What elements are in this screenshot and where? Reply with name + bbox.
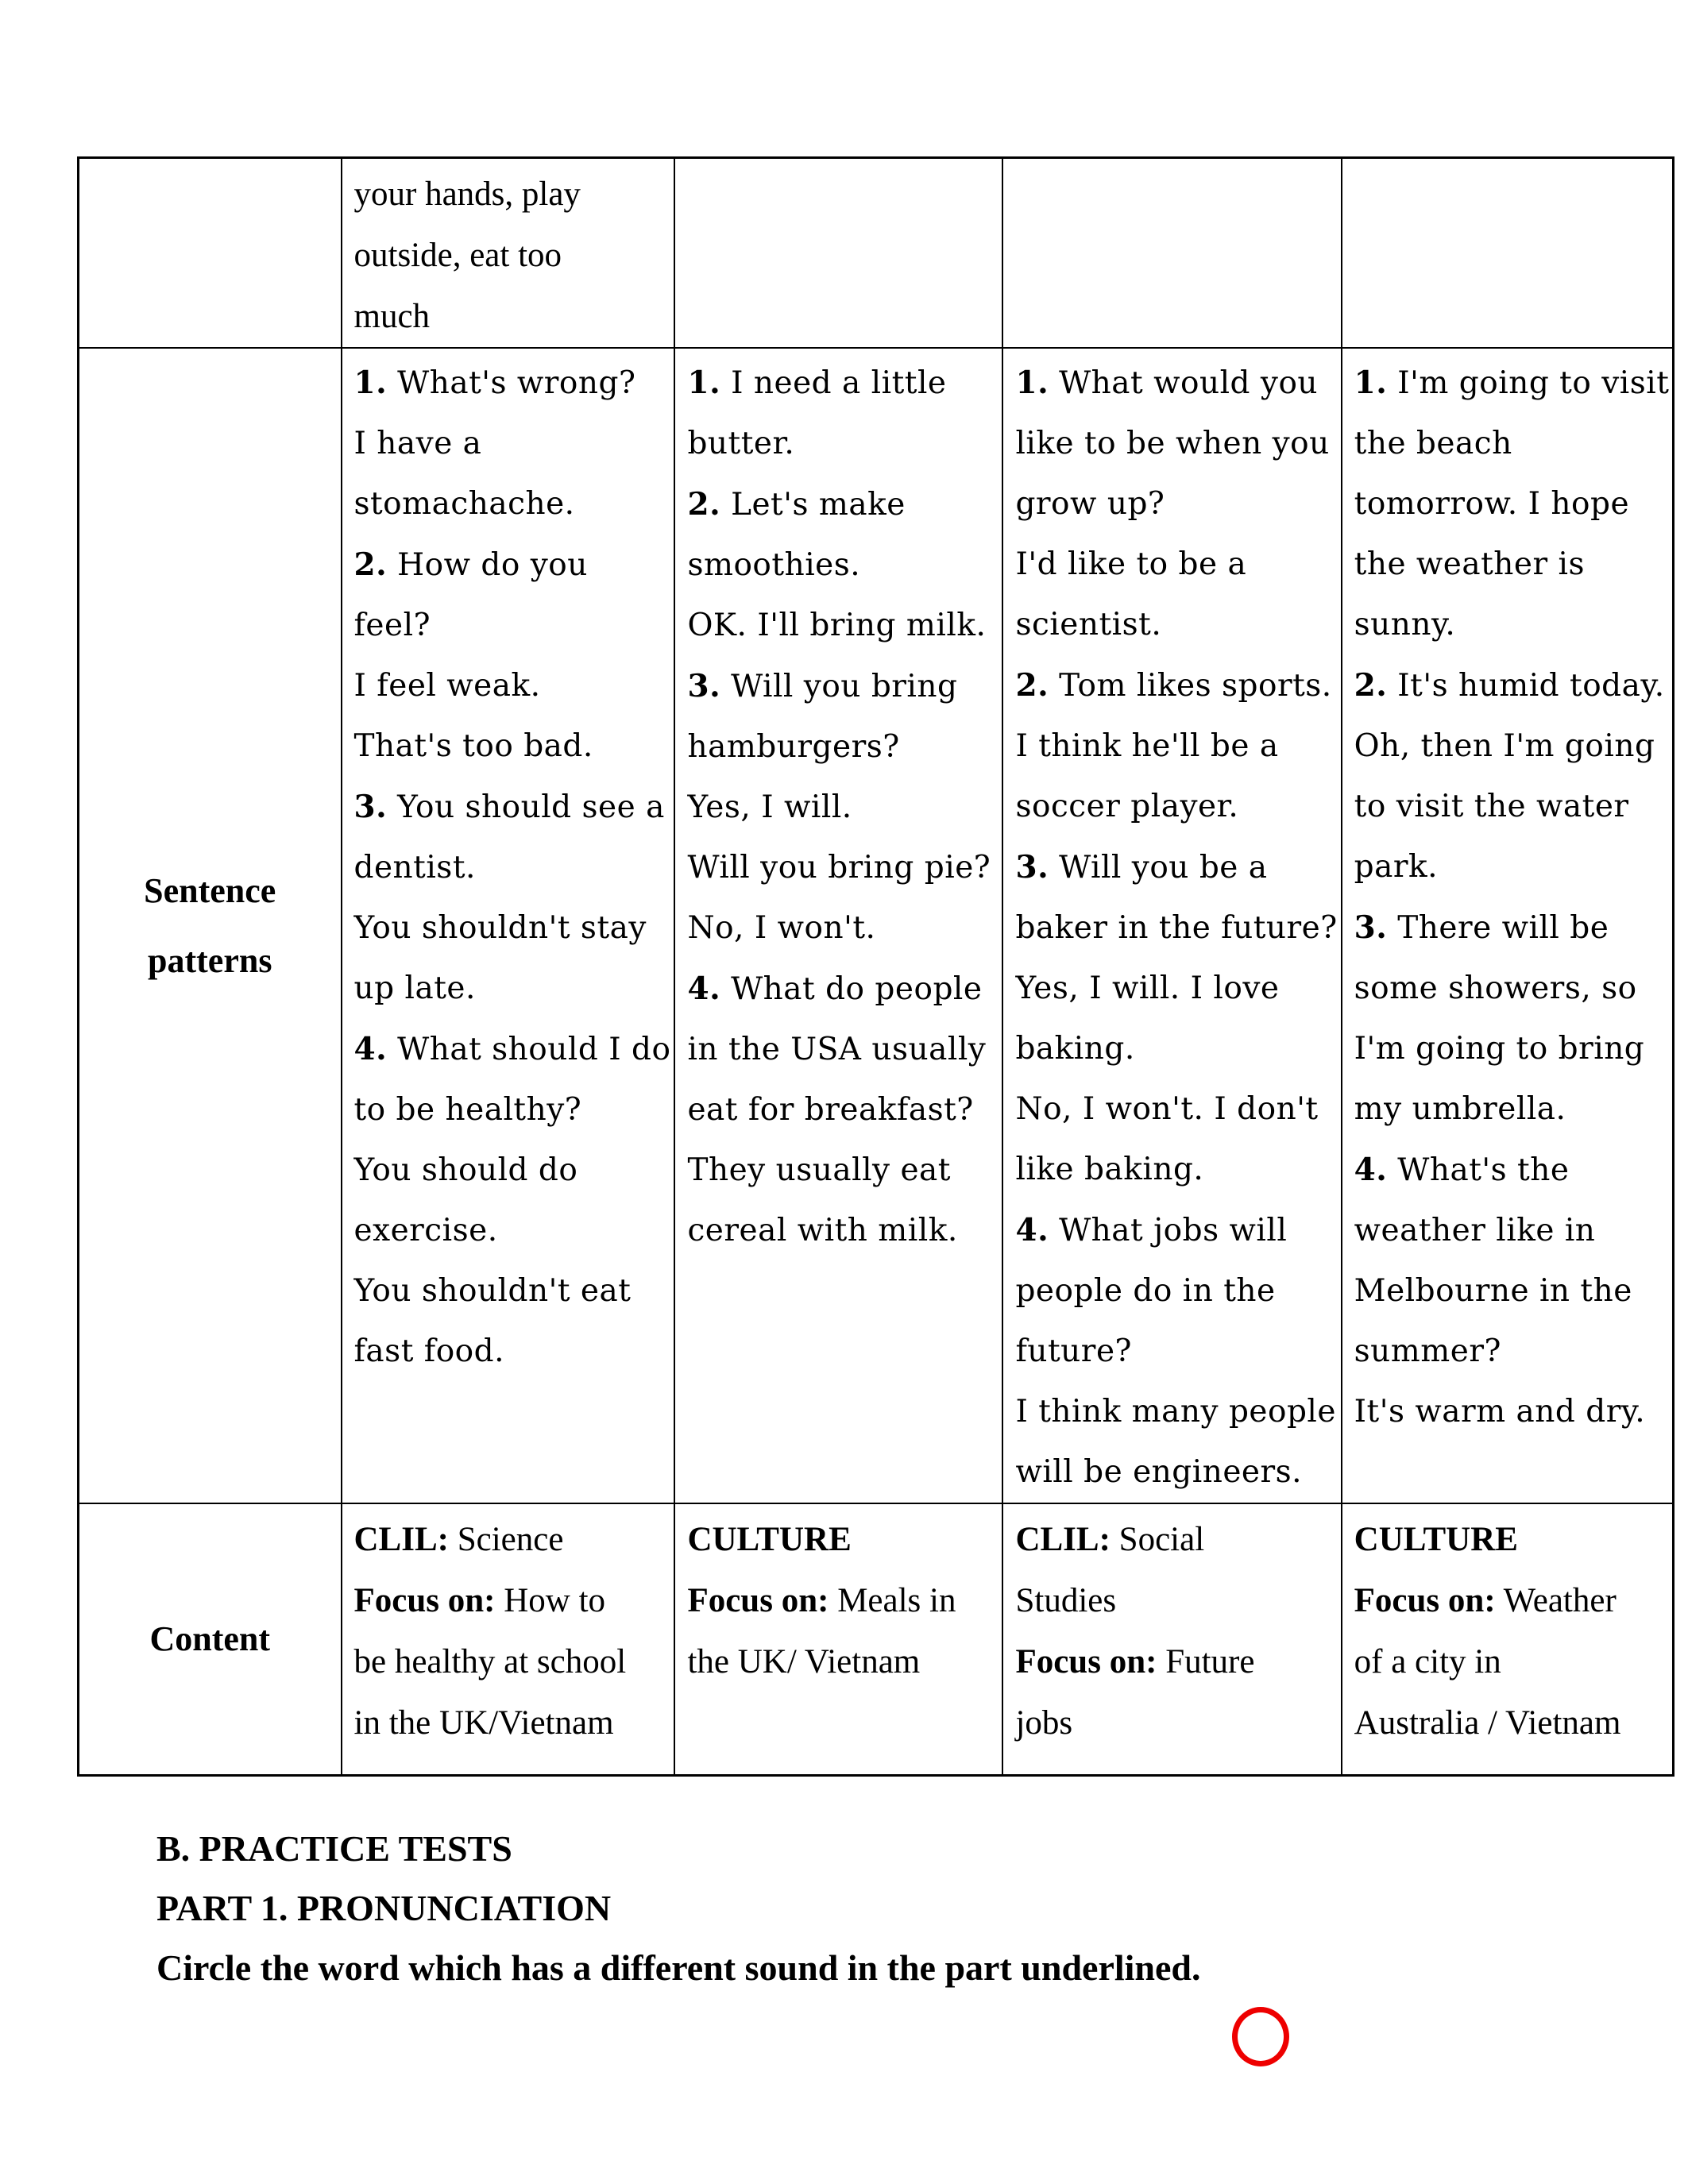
text-line: patterns bbox=[148, 940, 272, 980]
table-row-content bbox=[79, 1503, 1674, 1775]
text-line: Oh, then I'm going bbox=[1354, 728, 1655, 764]
text-line: fast food. bbox=[353, 1333, 505, 1369]
part1-pronunciation-heading: PART 1. PRONUNCIATION bbox=[156, 1888, 612, 1928]
text-line: my umbrella. bbox=[1354, 1091, 1566, 1127]
text-line: 3. There will be bbox=[1354, 909, 1609, 946]
text-line: You shouldn't eat bbox=[353, 1273, 632, 1309]
text-line: much bbox=[353, 298, 431, 335]
text-line: It's warm and dry. bbox=[1354, 1394, 1646, 1430]
text-line: outside, eat too bbox=[353, 237, 562, 274]
text-line: CULTURE bbox=[1354, 1521, 1518, 1558]
text-line: 3. Will you bring bbox=[687, 668, 958, 704]
cell-content-unit2 bbox=[674, 1503, 1002, 1775]
text-line: 2. Let's make bbox=[687, 486, 906, 523]
text-line: will be engineers. bbox=[1015, 1454, 1303, 1490]
text-line: Focus on: Meals in bbox=[687, 1582, 956, 1619]
text-line: 2. Tom likes sports. bbox=[1015, 667, 1332, 704]
text-line: Focus on: How to bbox=[353, 1582, 606, 1619]
text-line: Sentence bbox=[144, 870, 276, 910]
text-line: the UK/ Vietnam bbox=[687, 1643, 921, 1680]
text-line: hamburgers? bbox=[687, 729, 900, 765]
text-line: Focus on: Weather bbox=[1354, 1582, 1617, 1619]
text-line: I think many people bbox=[1015, 1394, 1336, 1430]
text-line: Focus on: Future bbox=[1015, 1643, 1255, 1680]
text-line: up late. bbox=[353, 970, 476, 1006]
cell-content-unit1 bbox=[342, 1503, 675, 1775]
pronunciation-instruction: Circle the word which has a different sound in the part underlined. bbox=[156, 1947, 1201, 1988]
text-line: 4. What should I do bbox=[353, 1031, 671, 1067]
text-line: No, I won't. bbox=[687, 910, 876, 946]
text-line: 1. I need a little bbox=[687, 365, 947, 401]
text-line: dentist. bbox=[353, 850, 476, 886]
cell-sentence-patterns-unit2 bbox=[674, 348, 1002, 1503]
text-line: Melbourne in the bbox=[1354, 1273, 1632, 1309]
text-line: Yes, I will. I love bbox=[1015, 970, 1280, 1006]
text-line: I have a bbox=[353, 426, 482, 461]
text-line: baking. bbox=[1015, 1031, 1135, 1067]
text-line: 2. How do you bbox=[353, 546, 588, 583]
text-line: No, I won't. I don't bbox=[1015, 1091, 1319, 1127]
text-line: Australia / Vietnam bbox=[1354, 1704, 1621, 1742]
text-line: jobs bbox=[1015, 1704, 1073, 1742]
text-line: scientist. bbox=[1015, 607, 1162, 642]
text-line: weather like in bbox=[1354, 1213, 1596, 1248]
text-line: in the USA usually bbox=[687, 1032, 987, 1067]
cell-content-label bbox=[79, 1503, 342, 1775]
text-line: to visit the water bbox=[1354, 789, 1629, 824]
text-line: 4. What jobs will bbox=[1015, 1212, 1288, 1248]
cell-sentence-patterns-unit4 bbox=[1342, 348, 1674, 1503]
text-line: future? bbox=[1015, 1333, 1132, 1369]
text-line: the beach bbox=[1354, 426, 1512, 461]
text-line: park. bbox=[1354, 849, 1439, 885]
text-line: Will you bring pie? bbox=[687, 850, 991, 886]
cell-content-unit4 bbox=[1342, 1503, 1674, 1775]
text-line: exercise. bbox=[353, 1213, 498, 1248]
bottom-headings bbox=[156, 1819, 1201, 1997]
cell-continuation-unit4 bbox=[1342, 158, 1674, 349]
cell-continuation-unit1 bbox=[342, 158, 675, 349]
text-line: butter. bbox=[687, 426, 795, 461]
table-row-continuation bbox=[79, 158, 1674, 349]
text-line: some showers, so bbox=[1354, 970, 1637, 1006]
text-line: 1. What would you bbox=[1015, 365, 1319, 401]
cell-sentence-patterns-unit3 bbox=[1002, 348, 1341, 1503]
text-line: You should do bbox=[353, 1152, 578, 1188]
table-row-sentence-patterns bbox=[79, 348, 1674, 1503]
text-line: OK. I'll bring milk. bbox=[687, 608, 987, 643]
cell-sentence-patterns-label bbox=[79, 348, 342, 1503]
curriculum-table bbox=[77, 156, 1674, 1777]
text-line: like baking. bbox=[1015, 1152, 1204, 1187]
text-line: Content bbox=[149, 1619, 271, 1658]
text-line: CLIL: Social bbox=[1015, 1521, 1205, 1558]
text-line: sunny. bbox=[1354, 607, 1456, 642]
text-line: be healthy at school bbox=[353, 1643, 627, 1680]
red-circle-annotation bbox=[1232, 2007, 1289, 2066]
text-line: 3. Will you be a bbox=[1015, 849, 1268, 886]
text-line: CULTURE bbox=[687, 1521, 852, 1558]
text-line: I think he'll be a bbox=[1015, 728, 1279, 764]
cell-content-unit3 bbox=[1002, 1503, 1341, 1775]
text-line: 3. You should see a bbox=[353, 789, 665, 825]
text-line: people do in the bbox=[1015, 1273, 1276, 1309]
practice-tests-heading: B. PRACTICE TESTS bbox=[156, 1828, 512, 1869]
text-line: in the UK/Vietnam bbox=[353, 1704, 614, 1742]
text-line: Yes, I will. bbox=[687, 789, 852, 825]
text-line: summer? bbox=[1354, 1333, 1501, 1369]
text-line: baker in the future? bbox=[1015, 910, 1338, 946]
text-line: feel? bbox=[353, 608, 431, 643]
cell-continuation-unit2 bbox=[674, 158, 1002, 349]
cell-sentence-patterns-unit1 bbox=[342, 348, 675, 1503]
text-line: They usually eat bbox=[687, 1152, 951, 1188]
text-line: 1. I'm going to visit bbox=[1354, 365, 1670, 401]
text-line: tomorrow. I hope bbox=[1354, 486, 1630, 522]
cell-continuation-label bbox=[79, 158, 342, 349]
text-line: 1. What's wrong? bbox=[353, 365, 636, 401]
text-line: Studies bbox=[1015, 1582, 1117, 1619]
text-line: of a city in bbox=[1354, 1643, 1501, 1680]
text-line: grow up? bbox=[1015, 486, 1165, 522]
text-line: smoothies. bbox=[687, 547, 861, 583]
text-line: I'd like to be a bbox=[1015, 546, 1247, 582]
text-line: stomachache. bbox=[353, 486, 575, 522]
text-line: 2. It's humid today. bbox=[1354, 667, 1665, 704]
text-line: You shouldn't stay bbox=[353, 910, 647, 946]
text-line: That's too bad. bbox=[353, 728, 593, 764]
text-line: the weather is bbox=[1354, 546, 1586, 582]
text-line: 4. What do people bbox=[687, 970, 983, 1007]
text-line: your hands, play bbox=[353, 176, 581, 213]
text-line: I'm going to bring bbox=[1354, 1031, 1645, 1067]
text-line: to be healthy? bbox=[353, 1092, 582, 1128]
cell-continuation-unit3 bbox=[1002, 158, 1341, 349]
text-line: soccer player. bbox=[1015, 789, 1239, 824]
text-line: eat for breakfast? bbox=[687, 1092, 974, 1128]
text-line: I feel weak. bbox=[353, 668, 541, 704]
text-line: like to be when you bbox=[1015, 426, 1330, 461]
text-line: 4. What's the bbox=[1354, 1152, 1570, 1188]
text-line: CLIL: Science bbox=[353, 1521, 564, 1558]
text-line: cereal with milk. bbox=[687, 1213, 958, 1248]
